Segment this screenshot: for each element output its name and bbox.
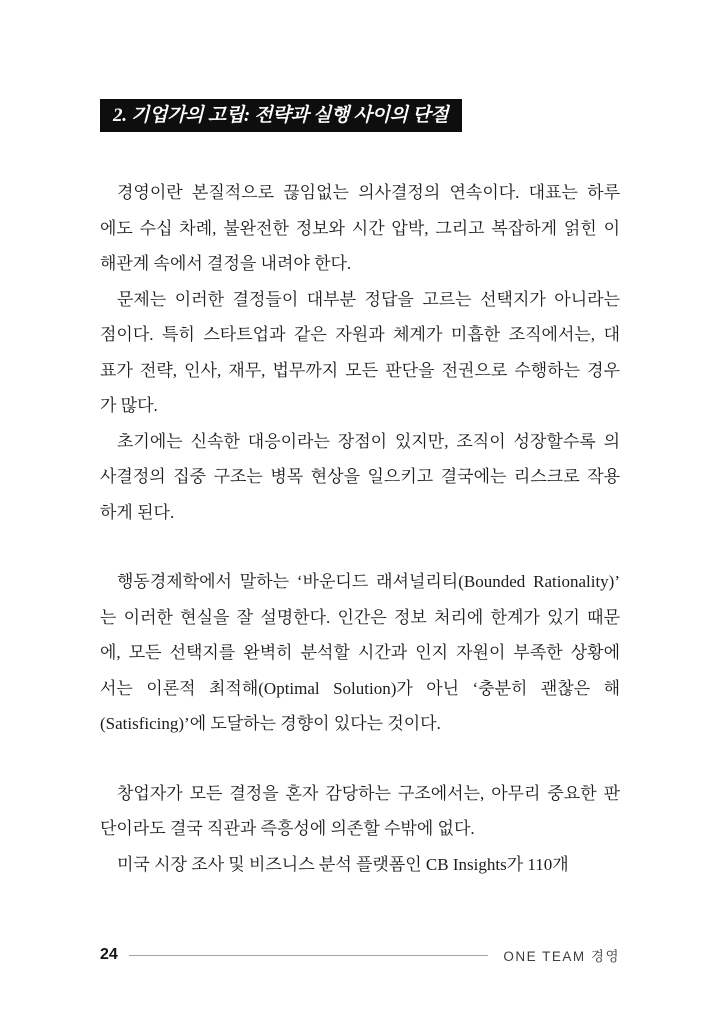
paragraph-line: 서는 이론적 최적해(Optimal Solution)가 아닌 ‘충분히 괜찮은 해 — [100, 678, 620, 698]
paragraph-line: 점이다. 특히 스타트업과 같은 자원과 체계가 미흡한 조직에서는, 대 — [100, 325, 620, 344]
paragraph — [100, 776, 620, 847]
paragraph-line: 에도 수십 차례, 불완전한 정보와 시간 압박, 그리고 복잡하게 얽힌 이 — [100, 218, 620, 238]
paragraph-line: 창업자가 모든 결정을 혼자 감당하는 구조에서는, 아무리 중요한 판 — [117, 783, 620, 803]
text-section — [100, 776, 620, 883]
body-text — [100, 175, 620, 882]
paragraph-line: 단이라도 결국 직관과 즉흥성에 의존할 수밖에 없다. — [100, 819, 475, 838]
paragraph-line: 표가 전략, 인사, 재무, 법무까지 모든 판단을 전권으로 수행하는 경우 — [100, 360, 620, 380]
paragraph-line: 해관계 속에서 결정을 내려야 한다. — [100, 254, 352, 273]
paragraph-line: 미국 시장 조사 및 비즈니스 분석 플랫폼인 CB Insights가 110개 — [117, 854, 569, 874]
page-number: 24 — [100, 946, 118, 963]
paragraph-line: 가 많다. — [100, 396, 158, 415]
paragraph — [100, 847, 620, 883]
paragraph-line: 경영이란 본질적으로 끊임없는 의사결정의 연속이다. 대표는 하루 — [117, 183, 620, 202]
paragraph — [100, 564, 620, 742]
paragraph — [100, 282, 620, 424]
paragraph-line: 에, 모든 선택지를 완벽히 분석할 시간과 인지 자원이 부족한 상황에 — [100, 643, 620, 662]
section-heading: 2. 기업가의 고립: 전략과 실행 사이의 단절 — [100, 99, 462, 132]
paragraph-line: 초기에는 신속한 대응이라는 장점이 있지만, 조직이 성장할수록 의 — [117, 431, 620, 451]
page-footer — [100, 945, 620, 965]
paragraph-line: 문제는 이러한 결정들이 대부분 정답을 고르는 선택지가 아니라는 — [117, 289, 620, 309]
page-content — [100, 0, 620, 882]
section-header-row — [100, 0, 620, 132]
paragraph-line: 행동경제학에서 말하는 ‘바운디드 래셔널리티(Bounded Rationality)’ — [117, 572, 620, 591]
paragraph-line: 사결정의 집중 구조는 병목 현상을 일으키고 결국에는 리스크로 작용 — [100, 467, 620, 486]
text-section — [100, 175, 620, 530]
paragraph-line: (Satisficing)’에 도달하는 경향이 있다는 것이다. — [100, 714, 441, 733]
paragraph — [100, 175, 620, 282]
paragraph-line: 하게 된다. — [100, 502, 175, 522]
footer-rule — [129, 955, 489, 956]
text-section — [100, 564, 620, 742]
paragraph-line: 는 이러한 현실을 잘 설명한다. 인간은 정보 처리에 한계가 있기 때문 — [100, 607, 620, 627]
book-title: ONE TEAM 경영 — [503, 949, 620, 964]
paragraph — [100, 424, 620, 531]
